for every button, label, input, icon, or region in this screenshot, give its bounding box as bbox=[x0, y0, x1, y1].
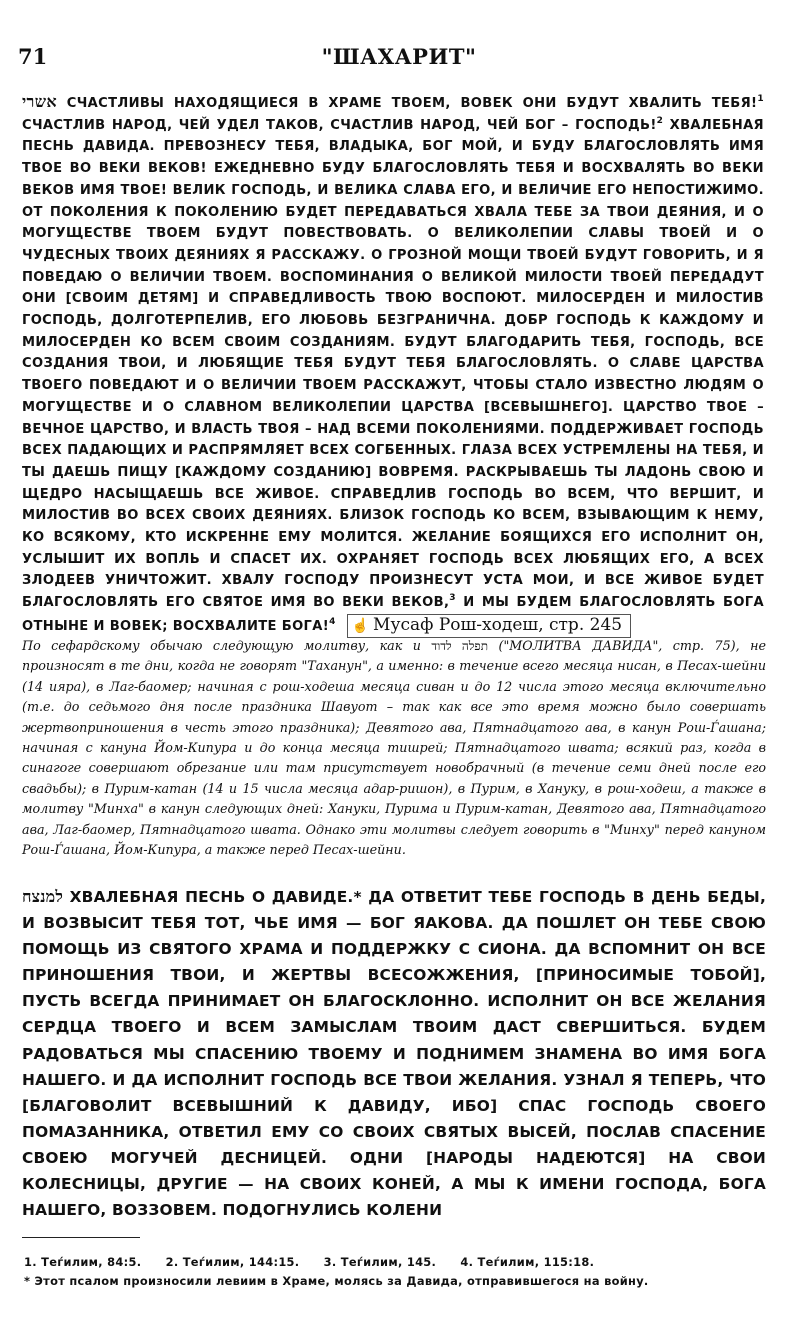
page-header bbox=[18, 44, 780, 74]
footnote-marker: 3 bbox=[449, 593, 456, 604]
footnote-references bbox=[24, 1253, 774, 1272]
footnote-marker: 2 bbox=[656, 115, 664, 126]
footnote-divider bbox=[22, 1237, 140, 1238]
passage-text: СЧАСТЛИВЫ НАХОДЯЩИЕСЯ В ХРАМЕ ТВОЕМ, ВОВЕК ОНИ БУДУТ ХВАЛИТЬ ТЕБЯ! bbox=[66, 96, 758, 111]
hebrew-incipit: אשרי bbox=[22, 92, 58, 111]
musaf-rosh-hodesh-link[interactable] bbox=[347, 614, 631, 638]
hebrew-incipit: למנצח bbox=[22, 887, 64, 906]
footnote-2: 2. Теѓилим, 144:15. bbox=[165, 1255, 300, 1269]
footnotes bbox=[24, 1253, 774, 1291]
hand-pointer-icon: ☝ bbox=[351, 617, 370, 634]
passage-text: ХВАЛЕБНАЯ ПЕСНЬ О ДАВИДЕ.* ДА ОТВЕТИТ ТЕБЕ ГОСПОДЬ В ДЕНЬ БЕДЫ, И ВОЗВЫСИТ ТЕБЯ ТОТ, ЧЬЕ ИМЯ — БОГ ЯАКОВА. ДА ПОШЛЕТ ОН ТЕБЕ СВОЮ ПОМОЩЬ ИЗ СВЯТОГО ХРАМА И ПОДДЕРЖКУ С СИОНА. ДА ВСПОМНИТ ОН ВСЕ ПРИНОШЕНИЯ ТВОИ, И ЖЕРТВЫ ВСЕСОЖЖЕНИЯ, [ПРИНОСИМЫЕ ТОБОЙ], ПУСТЬ ВСЕГДА ПРИНИМАЕТ ОН БЛАГОСКЛОННО. ИСПОЛНИТ ОН ВСЕ ЖЕЛАНИЯ СЕРДЦА ТВОЕГО И ВСЕМ ЗАМЫСЛАМ ТВОИМ ДАСТ СВЕРШИТЬСЯ. БУДЕМ РАДОВАТЬСЯ МЫ СПАСЕНИЮ ТВОЕМУ И ПОДНИМЕМ ЗНАМЕНА ВО ИМЯ БОГА НАШЕГО. И ДА ИСПОЛНИТ ГОСПОДЬ ВСЕ ТВОИ ЖЕЛАНИЯ. УЗНАЛ Я ТЕПЕРЬ, ЧТО [БЛАГОВОЛИТ ВСЕВЫШНИЙ К ДАВИДУ, ИБО] СПАС ГОСПОДЬ СВОЕГО ПОМАЗАННИКА, ОТВЕТИЛ ЕМУ СО СВОИХ СВЯТЫХ ВЫСЕЙ, ПОСЛАВ СПАСЕНИЕ СВОЕЮ МОГУЧЕЙ ДЕСНИЦЕЙ. ОДНИ [НАРОДЫ НАДЕЮТСЯ] НА СВОИ КОЛЕСНИЦЫ, ДРУГИЕ — НА СВОИХ КОНЕЙ, А МЫ К ИМЕНИ ГОСПОДА, БОГА НАШЕГО, ВОЗЗОВЕМ. ПОДОГНУЛИСЬ КОЛЕНИ bbox=[22, 888, 766, 1220]
footnote-marker: 1 bbox=[757, 94, 764, 104]
footnote-1: 1. Теѓилим, 84:5. bbox=[24, 1255, 142, 1269]
note-text: По сефардскому обычаю следующую молитву, как и bbox=[22, 638, 421, 653]
passage-text: И МЫ БУДЕМ БЛАГОСЛОВЛЯТЬ БОГА ОТНЫНЕ И ВОВЕК; ВОСХВАЛИТЕ БОГА! bbox=[22, 595, 764, 634]
sephardic-note bbox=[22, 636, 766, 860]
passage-text: СЧАСТЛИВ НАРОД, ЧЕЙ УДЕЛ ТАКОВ, СЧАСТЛИВ НАРОД, ЧЕЙ БОГ – ГОСПОДЬ! bbox=[22, 117, 657, 133]
footnote-marker: 4 bbox=[329, 616, 336, 627]
passage-text: ХВАЛЕБНАЯ ПЕСНЬ ДАВИДА. ПРЕВОЗНЕСУ ТЕБЯ, ВЛАДЫКА, БОГ МОЙ, И БУДУ БЛАГОСЛОВЛЯТЬ ИМЯ ТВОЕ ВО ВЕКИ ВЕКОВ! ЕЖЕДНЕВНО БУДУ БЛАГОСЛОВЛЯТЬ ТЕБЯ И ВОСХВАЛЯТЬ ВО ВЕКИ ВЕКОВ ИМЯ ТВОЕ! ВЕЛИК ГОСПОДЬ, И ВЕЛИКА СЛАВА ЕГО, И ВЕЛИЧИЕ ЕГО НЕПОСТИЖИМО. ОТ ПОКОЛЕНИЯ К ПОКОЛЕНИЮ БУДЕТ ПЕРЕДАВАТЬСЯ ХВАЛА ТЕБЕ ЗА ТВОИ ДЕЯНИЯ, И О МОГУЩЕСТВЕ ТВОЕМ БУДУТ ПОВЕСТВОВАТЬ. О ВЕЛИКОЛЕПИИ СЛАВЫ ТВОЕЙ И О ЧУДЕСНЫХ ТВОИХ ДЕЯНИЯХ Я РАССКАЖУ. О ГРОЗНОЙ МОЩИ ТВОЕЙ БУДУТ ГОВОРИТЬ, И Я ПОВЕДАЮ О ВЕЛИЧИИ ТВОЕМ. ВОСПОМИНАНИЯ О ВЕЛИКОЙ МИЛОСТИ ТВОЕЙ ПЕРЕДАДУТ ОНИ [СВОИМ ДЕТЯМ] И СПРАВЕДЛИВОСТЬ ТВОЮ ВОСПОЮТ. МИЛОСЕРДЕН И МИЛОСТИВ ГОСПОДЬ, ДОЛГОТЕРПЕЛИВ, ЕГО ЛЮБОВЬ БЕЗГРАНИЧНА. ДОБР ГОСПОДЬ К КАЖДОМУ И МИЛОСЕРДЕН КО ВСЕМ СВОИМ СОЗДАНИЯМ. БУДУТ БЛАГОДАРИТЬ ТЕБЯ, ГОСПОДЬ, ВСЕ СОЗДАНИЯ ТВОИ, И ЛЮБЯЩИЕ ТЕБЯ БУДУТ ТЕБЯ БЛАГОСЛОВЛЯТЬ. О СЛАВЕ ЦАРСТВА ТВОЕГО ПОВЕДАЮТ И О ВЕЛИЧИИ ТВОЕМ РАССКАЖУТ, ЧТОБЫ СТАЛО ИЗВЕСТНО ЛЮДЯМ О МОГУЩЕСТВЕ И О СЛАВНОМ ВЕЛИКОЛЕПИИ ЦАРСТВА [ВСЕВЫШНЕГО]. ЦАРСТВО ТВОЕ – ВЕЧНОЕ ЦАРСТВО, И ВЛАСТЬ ТВОЯ – НАД ВСЕМИ ПОКОЛЕНИЯМИ. ПОДДЕРЖИВАЕТ ГОСПОДЬ ВСЕХ ПАДАЮЩИХ И РАСПРЯМЛЯЕТ ВСЕХ СОГБЕННЫХ. ГЛАЗА ВСЕХ УСТРЕМЛЕНЫ НА ТЕБЯ, И ТЫ ДАЕШЬ ПИЩУ [КАЖДОМУ СОЗДАНИЮ] ВОВРЕМЯ. РАСКРЫВАЕШЬ ТЫ ЛАДОНЬ СВОЮ И ЩЕДРО НАСЫЩАЕШЬ ВСЕ ЖИВОЕ. СПРАВЕДЛИВ ГОСПОДЬ ВО ВСЕМ, ЧТО ВЕРШИТ, И МИЛОСТИВ ВО ВСЕХ СВОИХ ДЕЯНИЯХ. БЛИЗОК ГОСПОДЬ КО ВСЕМ, ВЗЫВАЮЩИМ К НЕМУ, КО ВСЯКОМУ, КТО ИСКРЕННЕ ЕМУ МОЛИТСЯ. ЖЕЛАНИЕ БОЯЩИХСЯ ЕГО ИСПОЛНИТ ОН, УСЛЫШИТ ИХ ВОПЛЬ И СПАСЕТ ИХ. ОХРАНЯЕТ ГОСПОДЬ ВСЕХ ЛЮБЯЩИХ ЕГО, А ВСЕХ ЗЛОДЕЕВ УНИЧТОЖИТ. ХВАЛУ ГОСПОДУ ПРОИЗНЕСУТ УСТА МОИ, И ВСЕ ЖИВОЕ БУДЕТ БЛАГОСЛОВЛЯТЬ ЕГО СВЯТОЕ ИМЯ ВО ВЕКИ ВЕКОВ, bbox=[22, 117, 764, 611]
footnote-4: 4. Теѓилим, 115:18. bbox=[460, 1255, 595, 1269]
lamnatzeach-passage bbox=[22, 884, 766, 1223]
page-title: "ШАХАРИТ" bbox=[321, 44, 477, 69]
link-label: Мусаф Рош-ходеш, стр. 245 bbox=[373, 614, 623, 635]
hebrew-reference: תפלה לדוד bbox=[431, 639, 489, 653]
page-number: 71 bbox=[18, 44, 48, 69]
ashrei-passage bbox=[22, 91, 764, 638]
footnote-star: * Этот псалом произносили левиим в Храме, молясь за Давида, отправившегося на войну. bbox=[24, 1274, 649, 1288]
note-text: ("МОЛИТВА ДАВИДА", стр. 75), не произносят в те дни, когда не говорят "Таханун", а именно: в течение всего месяца нисан, в Песах-шейни (14 ияра), в Лаг-баомер; начиная с рош-ходеша месяца сиван и до 12 числа этого месяца включительно (т.е. до седьмого дня после праздника Шавуот – так как все это время можно было совершать жертвоприношения в честь этого праздника); Девятого ава, Пятнадцатого ава, в канун Рош-Ѓашана; начиная с кануна Йом-Кипура и до конца месяца тишрей; Пятнадцатого швата; всякий раз, когда в синагоге совершают обрезание или там присутствует новобрачный (в течение семи дней после его свадьбы); в Пурим-катан (14 и 15 числа месяца адар-ришон), в Пурим, в Хануку, в рош-ходеш, а также в молитву "Минха" в канун следующих дней: Хануки, Пурима и Пурим-катан, Девятого ава, Пятнадцатого ава, Лаг-баомер, Пятнадцатого швата. Однако эти молитвы следует говорить в "Минху" перед кануном Рош-Ѓашана, Йом-Кипура, а также перед Песах-шейни. bbox=[22, 638, 767, 858]
footnote-3: 3. Теѓилим, 145. bbox=[323, 1255, 437, 1269]
